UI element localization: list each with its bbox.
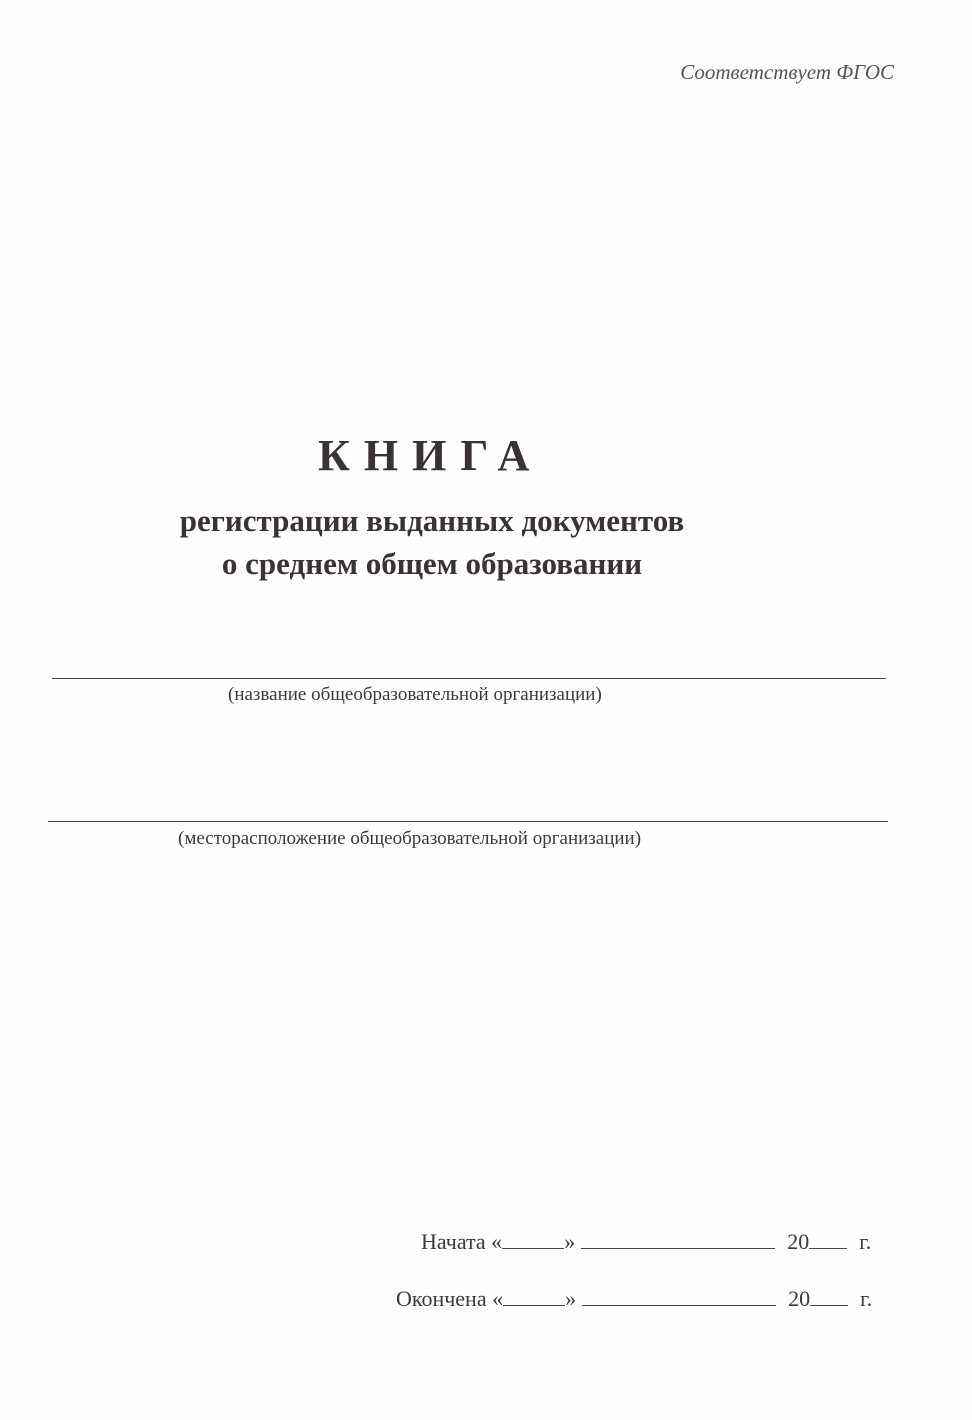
start-date-label: Начата « bbox=[421, 1229, 503, 1254]
start-day-blank[interactable] bbox=[502, 1230, 564, 1249]
end-day-blank[interactable] bbox=[503, 1287, 565, 1306]
book-title: КНИГА bbox=[318, 431, 544, 480]
start-year-blank[interactable] bbox=[809, 1230, 847, 1249]
start-quote-close: » bbox=[564, 1229, 576, 1254]
end-year-prefix: 20 bbox=[788, 1286, 811, 1311]
org-name-caption: (название общеобразовательной организации) bbox=[228, 684, 602, 705]
start-year-suffix: г. bbox=[859, 1229, 872, 1254]
end-year-blank[interactable] bbox=[810, 1287, 848, 1306]
start-month-blank[interactable] bbox=[581, 1230, 775, 1249]
org-location-fill-line[interactable] bbox=[48, 821, 888, 822]
org-name-fill-line[interactable] bbox=[52, 678, 886, 679]
start-date-row bbox=[421, 1229, 871, 1255]
end-quote-close: » bbox=[565, 1286, 577, 1311]
subtitle-line-2: о среднем общем образовании bbox=[221, 546, 643, 581]
start-year-prefix: 20 bbox=[787, 1229, 810, 1254]
end-month-blank[interactable] bbox=[582, 1287, 776, 1306]
end-date-label: Окончена « bbox=[396, 1286, 504, 1311]
end-year-suffix: г. bbox=[860, 1286, 873, 1311]
compliance-note: Соответствует ФГОС bbox=[680, 60, 894, 84]
subtitle-line-1: регистрации выданных документов bbox=[179, 503, 685, 538]
end-date-row bbox=[396, 1286, 872, 1312]
org-location-caption: (месторасположение общеобразовательной организации) bbox=[178, 828, 642, 849]
